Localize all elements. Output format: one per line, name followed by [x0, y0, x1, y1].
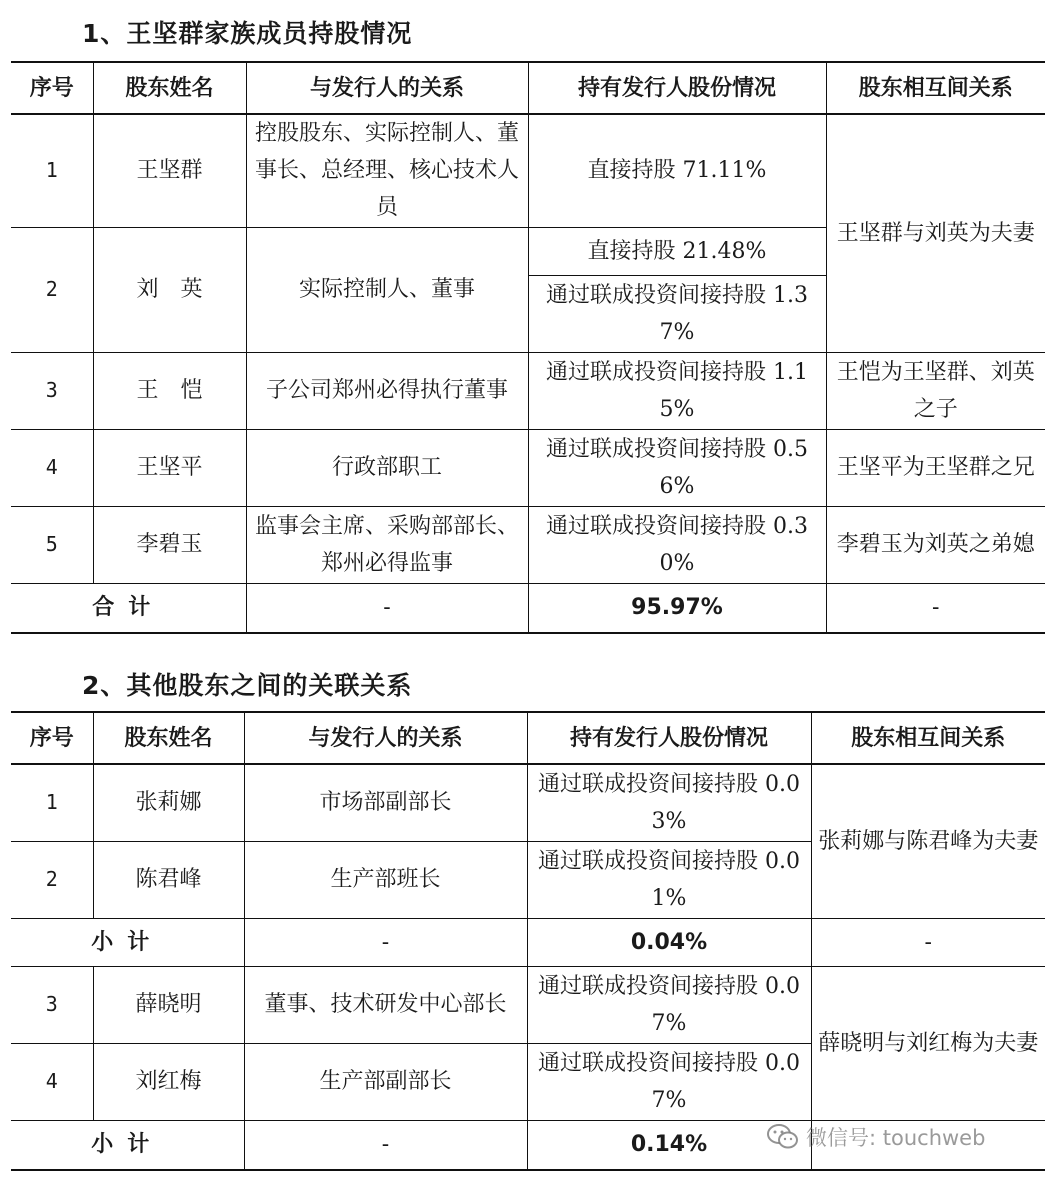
header-mutual-relation: 股东相互间关系 — [811, 712, 1045, 764]
row-mutual-relation: 王恺为王坚群、刘英之子 — [826, 352, 1045, 429]
row-holding: 直接持股 21.48% — [528, 227, 826, 275]
row-seq: 2 — [11, 841, 93, 918]
family-holdings-table — [11, 61, 1045, 634]
row-seq: 1 — [11, 764, 93, 841]
table-row — [11, 114, 1045, 227]
row-relation: 行政部职工 — [246, 429, 528, 506]
row-seq: 2 — [11, 227, 93, 352]
section-title-family-holdings: 1、王坚群家族成员持股情况 — [82, 19, 413, 48]
table-row — [11, 352, 1045, 429]
row-name: 陈君峰 — [93, 841, 244, 918]
row-seq: 4 — [11, 1043, 93, 1120]
row-holding: 通过联成投资间接持股 0.30% — [528, 506, 826, 583]
table-row — [11, 764, 1045, 841]
table-row — [11, 966, 1045, 1043]
watermark-text: 微信号: touchweb — [806, 1126, 986, 1150]
total-mutual: - — [826, 583, 1045, 633]
row-seq: 4 — [11, 429, 93, 506]
header-seq: 序号 — [11, 712, 93, 764]
row-holding: 通过联成投资间接持股 0.56% — [528, 429, 826, 506]
row-relation: 实际控制人、董事 — [246, 227, 528, 352]
subtotal-relation: - — [244, 1120, 527, 1170]
table-total-row — [11, 583, 1045, 633]
table-header-row — [11, 712, 1045, 764]
row-seq: 3 — [11, 966, 93, 1043]
row-mutual-relation: 王坚群与刘英为夫妻 — [826, 114, 1045, 352]
wechat-watermark — [766, 1122, 985, 1152]
row-seq: 1 — [11, 114, 93, 227]
total-holding: 95.97% — [528, 583, 826, 633]
wechat-icon — [766, 1123, 800, 1151]
header-mutual-relation: 股东相互间关系 — [826, 62, 1045, 114]
row-relation: 董事、技术研发中心部长 — [244, 966, 527, 1043]
table-row — [11, 429, 1045, 506]
header-holding: 持有发行人股份情况 — [527, 712, 811, 764]
header-holding: 持有发行人股份情况 — [528, 62, 826, 114]
total-label: 合计 — [11, 583, 246, 633]
row-seq: 5 — [11, 506, 93, 583]
row-holding: 通过联成投资间接持股 0.07% — [527, 1043, 811, 1120]
row-name: 王坚平 — [93, 429, 246, 506]
row-name: 李碧玉 — [93, 506, 246, 583]
table-row — [11, 506, 1045, 583]
row-holding: 通过联成投资间接持股 1.15% — [528, 352, 826, 429]
header-seq: 序号 — [11, 62, 93, 114]
row-holding: 通过联成投资间接持股 1.37% — [528, 275, 826, 352]
subtotal-relation: - — [244, 918, 527, 966]
row-relation: 市场部副部长 — [244, 764, 527, 841]
row-relation: 控股股东、实际控制人、董事长、总经理、核心技术人员 — [246, 114, 528, 227]
row-name: 刘 英 — [93, 227, 246, 352]
row-relation: 子公司郑州必得执行董事 — [246, 352, 528, 429]
row-holding: 通过联成投资间接持股 0.03% — [527, 764, 811, 841]
total-relation: - — [246, 583, 528, 633]
row-relation: 生产部副部长 — [244, 1043, 527, 1120]
subtotal-label: 小计 — [11, 918, 244, 966]
row-seq: 3 — [11, 352, 93, 429]
table-header-row — [11, 62, 1045, 114]
subtotal-mutual: - — [811, 918, 1045, 966]
row-relation: 生产部班长 — [244, 841, 527, 918]
row-mutual-relation: 李碧玉为刘英之弟媳 — [826, 506, 1045, 583]
other-shareholders-table — [11, 711, 1045, 1171]
row-mutual-relation: 王坚平为王坚群之兄 — [826, 429, 1045, 506]
row-holding: 通过联成投资间接持股 0.01% — [527, 841, 811, 918]
row-name: 刘红梅 — [93, 1043, 244, 1120]
subtotal-holding: 0.04% — [527, 918, 811, 966]
subtotal-label: 小计 — [11, 1120, 244, 1170]
header-relation-to-issuer: 与发行人的关系 — [246, 62, 528, 114]
header-shareholder-name: 股东姓名 — [93, 712, 244, 764]
table-subtotal-row — [11, 918, 1045, 966]
section-title-other-shareholders: 2、其他股东之间的关联关系 — [82, 671, 413, 700]
row-name: 王坚群 — [93, 114, 246, 227]
row-name: 张莉娜 — [93, 764, 244, 841]
row-mutual-relation: 薛晓明与刘红梅为夫妻 — [811, 966, 1045, 1120]
row-relation: 监事会主席、采购部部长、郑州必得监事 — [246, 506, 528, 583]
row-mutual-relation: 张莉娜与陈君峰为夫妻 — [811, 764, 1045, 918]
header-relation-to-issuer: 与发行人的关系 — [244, 712, 527, 764]
row-holding: 直接持股 71.11% — [528, 114, 826, 227]
row-name: 薛晓明 — [93, 966, 244, 1043]
subtotal-holding: 0.14% — [527, 1120, 811, 1170]
header-shareholder-name: 股东姓名 — [93, 62, 246, 114]
row-holding: 通过联成投资间接持股 0.07% — [527, 966, 811, 1043]
row-name: 王 恺 — [93, 352, 246, 429]
